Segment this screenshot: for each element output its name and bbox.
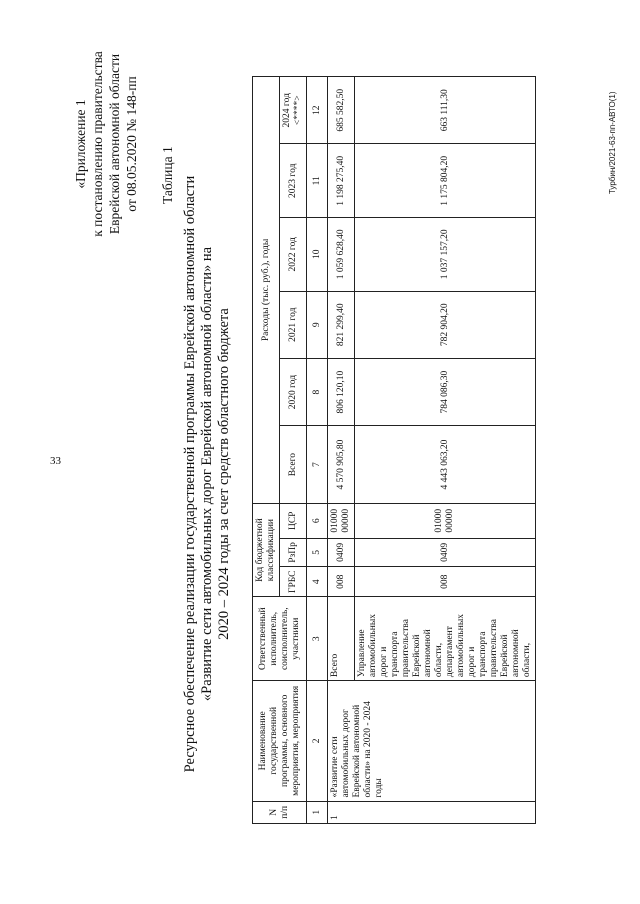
y2020-cell: 806 120,10 (328, 358, 355, 425)
appendix-line-2: к постановлению правительства (90, 51, 105, 237)
table-row (328, 77, 355, 824)
header-2023: 2023 год (280, 144, 307, 218)
y2021-cell: 821 299,40 (328, 291, 355, 358)
header-csr: ЦСР (280, 503, 307, 538)
appendix-line-3: Еврейской автономной области (107, 53, 122, 235)
grbs-cell: 008 (355, 567, 536, 597)
header-expenses: Расходы (тыс. руб.), годы (253, 77, 280, 504)
index-cell: 6 (307, 503, 328, 538)
header-2024: 2024 год <****> (280, 77, 307, 145)
header-num: N п/п (253, 801, 307, 823)
index-cell: 3 (307, 597, 328, 681)
csr-cell: 01000 00000 (328, 503, 355, 538)
index-cell: 5 (307, 538, 328, 567)
title-line-2: «Развитие сети автомобильных дорог Еврейской автономной области» на (199, 246, 215, 702)
y2024-cell: 663 111,30 (355, 77, 536, 145)
header-grbs: ГРБС (280, 567, 307, 597)
y2022-cell: 1 059 628,40 (328, 218, 355, 292)
title-line-3: 2020 – 2024 годы за счет средств областного бюджета (216, 308, 232, 640)
executor-cell: Управление автомобильных дорог и транспорта правительства Еврейской автономной области, департамент автомобильных дорог и транспорта правительства Еврейской автономной области, (355, 597, 536, 681)
appendix-line-1: «Приложение 1 (73, 99, 88, 189)
header-budget-code: Код бюджетной классификации (253, 503, 280, 596)
executor-cell: Всего (328, 597, 355, 681)
index-cell: 8 (307, 358, 328, 425)
y2023-cell: 1 175 804,20 (355, 144, 536, 218)
header-2021: 2021 год (280, 291, 307, 358)
total-cell: 4 570 905,80 (328, 426, 355, 504)
index-cell: 12 (307, 77, 328, 145)
index-cell: 4 (307, 567, 328, 597)
footer-code: Турбин/2021-63-пп-АВТО(1) (608, 91, 617, 194)
index-cell: 9 (307, 291, 328, 358)
appendix-line-4: от 08.05.2020 № 148-пп (124, 76, 139, 212)
csr-cell: 01000 00000 (355, 503, 536, 538)
header-name: Наименование государственной программы, основного мероприятия, мероприятия (253, 681, 307, 801)
program-name: «Развитие сети автомобильных дорог Еврейской автономной области» на 2020 - 2024 годы (328, 681, 536, 801)
budget-table (252, 76, 536, 824)
y2023-cell: 1 198 275,40 (328, 144, 355, 218)
header-executor: Ответственный исполнитель, соисполнитель, участники (253, 597, 307, 681)
index-cell: 11 (307, 144, 328, 218)
index-cell: 2 (307, 681, 328, 801)
total-cell: 4 443 063,20 (355, 426, 536, 504)
header-row-1 (253, 77, 280, 824)
table-label: Таблица 1 (160, 146, 175, 204)
index-cell: 1 (307, 801, 328, 823)
title-line-1: Ресурсное обеспечение реализации государственной программы Еврейской автономной области (182, 175, 198, 773)
rzpr-cell: 0409 (328, 538, 355, 567)
program-num: 1 (328, 801, 536, 823)
column-index-row (307, 77, 328, 824)
index-cell: 10 (307, 218, 328, 292)
document-title (182, 84, 233, 864)
page-number: 33 (50, 455, 61, 467)
y2021-cell: 782 904,20 (355, 291, 536, 358)
y2024-cell: 685 582,50 (328, 77, 355, 145)
header-total: Всего (280, 426, 307, 504)
rzpr-cell: 0409 (355, 538, 536, 567)
index-cell: 7 (307, 426, 328, 504)
header-rzpr: РзПр (280, 538, 307, 567)
header-2022: 2022 год (280, 218, 307, 292)
appendix-block (72, 24, 140, 264)
grbs-cell: 008 (328, 567, 355, 597)
header-2020: 2020 год (280, 358, 307, 425)
y2020-cell: 784 086,30 (355, 358, 536, 425)
y2022-cell: 1 037 157,20 (355, 218, 536, 292)
